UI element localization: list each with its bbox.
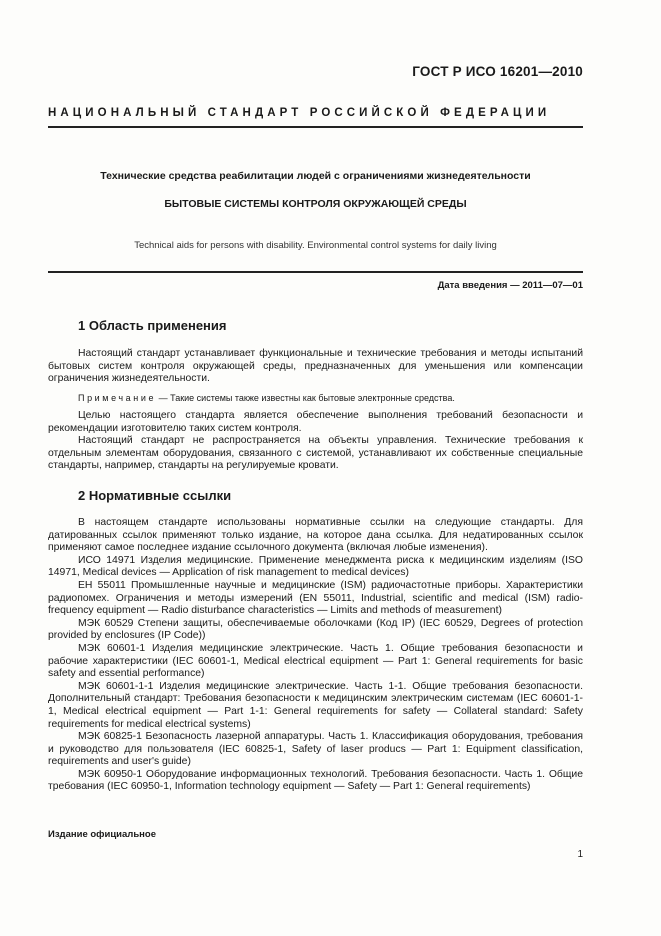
reference-item: ЕН 55011 Промышленные научные и медицинские (ISM) радиочастотные приборы. Характеристики радиопомех. Ограничения и методы измерений (EN 55011, Industrial, scientific and medical (ISM) radio-frequency equipment — Radio disturbance characteristics — Limits and methods of measurement) [48, 579, 583, 617]
section2-body [48, 517, 583, 794]
reference-item: МЭК 60601-1 Изделия медицинские электрические. Часть 1. Общие требования безопасности и рабочие характеристики (IEC 60601-1, Medical electrical equipment — Part 1: General requirements for basic safety and essential performance) [48, 642, 583, 680]
reference-item: МЭК 60529 Степени защиты, обеспечиваемые оболочками (Код IP) (IEC 60529, Degrees of protection provided by enclosures (IP Code)) [48, 617, 583, 642]
note [78, 392, 583, 404]
note-text: — Такие системы также известны как бытовые электронные средства. [156, 393, 455, 403]
paragraph: Целью настоящего стандарта является обеспечение выполнения требований безопасности и рекомендации изготовителю таких систем контроля. [48, 410, 583, 434]
reference-item: МЭК 60950-1 Оборудование информационных технологий. Требования безопасности. Часть 1. Общие требования (IEC 60950-1, Information technology equipment — Safety — Part 1: General requirements) [48, 768, 583, 793]
paragraph: Настоящий стандарт не распространяется на объекты управления. Технические требования к отдельным элементам оборудования, связанного с системой, устанавливают их собственные специальные стандарты, например, стандарты на регулируемые кровати. [48, 435, 583, 472]
reference-item: МЭК 60825-1 Безопасность лазерной аппаратуры. Часть 1. Классификация оборудования, требования и руководство для пользователя (IEC 60825-1, Safety of laser producs — Part 1: Equipment classification, requirements and user's guide) [48, 731, 583, 768]
page-number: 1 [577, 849, 583, 860]
section-heading-scope: 1 Область применения [78, 318, 227, 333]
subtitle-ru: Технические средства реабилитации людей с ограничениями жизнедеятельности [100, 170, 531, 182]
main-title: БЫТОВЫЕ СИСТЕМЫ КОНТРОЛЯ ОКРУЖАЮЩЕЙ СРЕДЫ [164, 198, 467, 210]
document-code: ГОСТ Р ИСО 16201—2010 [412, 64, 583, 79]
note-label: Примечание [78, 393, 157, 403]
introduction-date: Дата введения — 2011—07—01 [437, 280, 583, 291]
national-standard-banner: НАЦИОНАЛЬНЫЙ СТАНДАРТ РОССИЙСКОЙ ФЕДЕРАЦИИ [48, 107, 551, 119]
section-heading-normative-references: 2 Нормативные ссылки [78, 488, 232, 503]
section1-para2 [48, 410, 583, 473]
title-rule [48, 271, 583, 273]
header-rule [48, 126, 583, 128]
section1-para1 [48, 348, 583, 386]
official-edition-label: Издание официальное [48, 829, 156, 840]
title-en: Technical aids for persons with disability. Environmental control systems for daily living [134, 240, 497, 251]
reference-item: ИСО 14971 Изделия медицинские. Применение менеджмента риска к медицинским изделиям (ISO 14971, Medical devices — Application of risk management to medical devices) [48, 554, 583, 579]
paragraph: Настоящий стандарт устанавливает функциональные и технические требования и методы испытаний бытовых систем контроля окружающей среды, предназначенных для уменьшения или компенсации ограничения жизнедеятельности. [48, 348, 583, 385]
paragraph: В настоящем стандарте использованы нормативные ссылки на следующие стандарты. Для датированных ссылок применяют только издание, на которое дана ссылка. Для недатированных ссылок применяют самое последнее издание ссылочного документа (включая любые изменения). [48, 517, 583, 554]
reference-item: МЭК 60601-1-1 Изделия медицинские электрические. Часть 1-1. Общие требования безопасности. Дополнительный стандарт: Требования безопасности к медицинским электрическим системам (IEC 60601-1-1, Medical electrical equipment — Part 1-1: General requirements for safety — Collateral standard: Safety requirements for medical electrical systems) [48, 680, 583, 730]
